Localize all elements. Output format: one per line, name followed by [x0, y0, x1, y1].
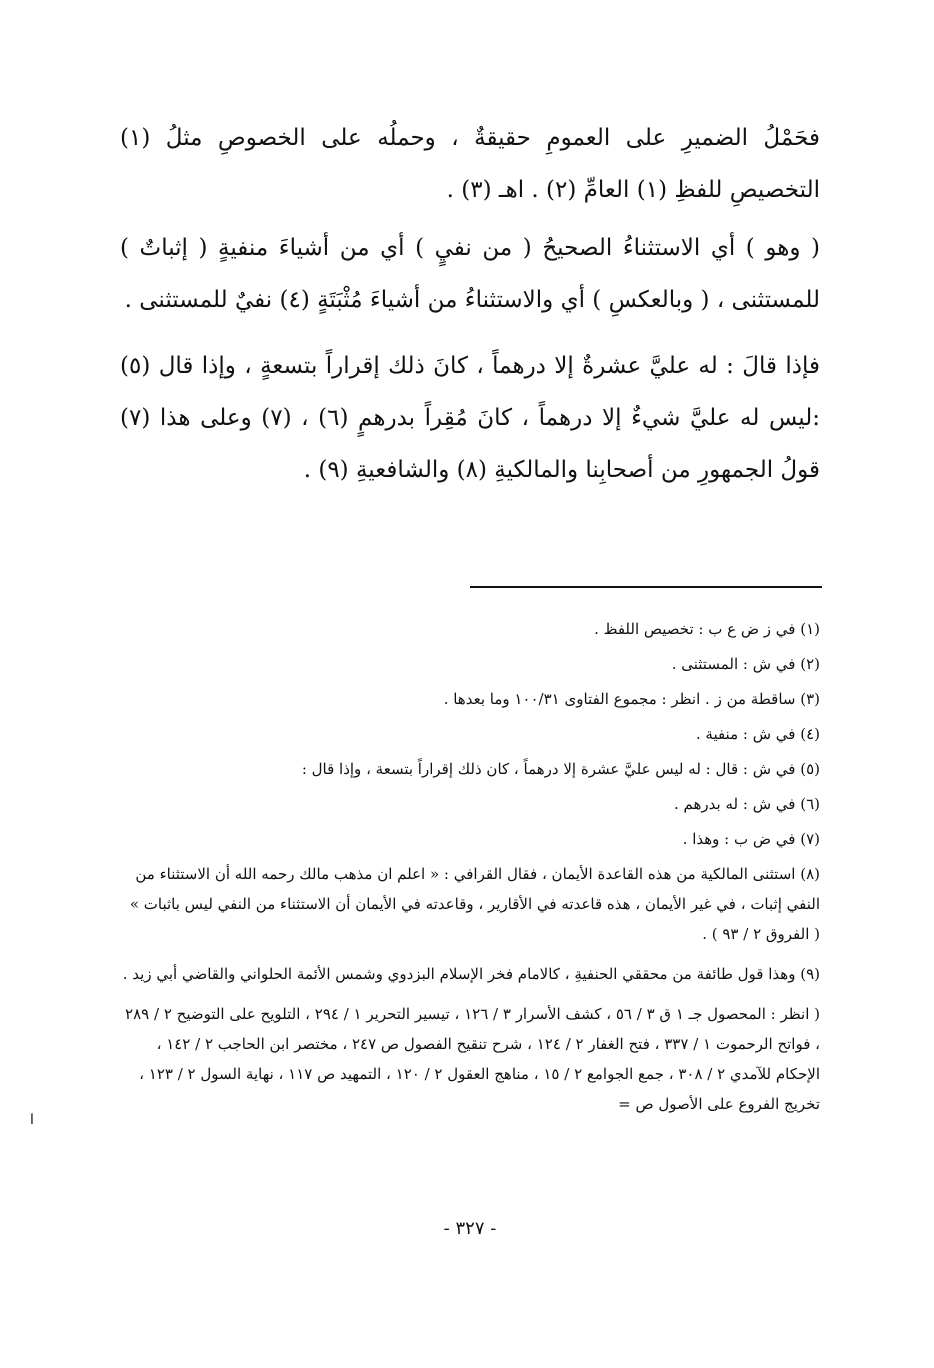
page-number: - ٣٢٧ - — [443, 1218, 497, 1239]
footnote-2: (٢) في ش : المستثنى . — [671, 655, 820, 673]
footnote-3: (٣) ساقطة من ز . انظر : مجموع الفتاوى ١٠٠/٣١ وما بعدها . — [443, 690, 820, 708]
footnote-5: (٥) في ش : قال : له ليس عليَّ عشرة إلا درهماً ، كان ذلك إقراراً بتسعة ، وإذا قال : — [301, 760, 820, 778]
footnote-7: (٧) في ض ب : وهذا . — [682, 830, 820, 848]
footnote-divider — [470, 586, 822, 588]
paragraph-3: فإذا قالَ : له عليَّ عشرةٌ إلا درهماً ، كانَ ذلك إقراراً بتسعةٍ ، وإذا قال (٥) :ليس له عليَّ شيءٌ إلا درهماً ، كانَ مُقِراً بدرهمٍ (٦) ، (٧) وعلى هذا (٧) قولُ الجمهورِ من أصحابِنا والمالكيةِ (٨) والشافعيةِ (٩) . — [120, 353, 820, 483]
footnote-4: (٤) في ش : منفية . — [695, 725, 820, 743]
footnote-1: (١) في ز ض ع ب : تخصيص اللفظ . — [594, 620, 820, 638]
footnote-9: (٩) وهذا قول طائفة من محققي الحنفيةِ ، كالامام فخر الإسلام البزدوي وشمس الأئمة الحلواني والقاضي أبي زيد . — [122, 965, 820, 983]
paragraph-1: فحَمْلُ الضميرِ على العمومِ حقيقةٌ ، وحملُه على الخصوصِ مثلُ (١) التخصيصِ للفظِ (١) العامِّ (٢) . اهـ (٣) . — [120, 125, 820, 203]
paragraph-2: ( وهو ) أي الاستثناءُ الصحيحُ ( من نفيٍ ) أي من أشياءَ منفيةٍ ( إثباتٌ ) للمستثنى ، ( وبالعكسِ ) أي والاستثناءُ من أشياءَ مُثْبَتَةٍ (٤) نفيٌ للمستثنى . — [120, 235, 820, 313]
margin-mark: ا — [30, 1112, 34, 1128]
footnote-8: (٨) استثنى المالكية من هذه القاعدة الأيمان ، فقال القرافي : « اعلم ان مذهب مالك رحمه الله أن الاستثناء من النفي إثبات ، في غير الأيمان ، هذه قاعدته في الأقارير ، وقاعدته في الأيمان أن الاستثناء من النفي ليس باثبات » ( الفروق ٢ / ٩٣ ) . — [129, 865, 820, 943]
main-text — [120, 112, 820, 496]
footnote-references: ( انظر : المحصول جـ ١ ق ٣ / ٥٦ ، كشف الأسرار ٣ / ١٢٦ ، تيسير التحرير ١ / ٢٩٤ ، التلويح على التوضيح ٢ / ٢٨٩ ، فواتح الرحموت ١ / ٣٣٧ ، فتح الغفار ٢ / ١٢٤ ، شرح تنقيح الفصول ص ٢٤٧ ، مختصر ابن الحاجب ٢ / ١٤٢ ، الإحكام للآمدي ٢ / ٣٠٨ ، جمع الجوامع ٢ / ١٥ ، مناهج العقول ٢ / ١٢٠ ، التمهيد ص ١١٧ ، نهاية السول ٢ / ١٢٣ ، تخريج الفروع على الأصول ص = — [125, 1005, 820, 1113]
footnote-6: (٦) في ش : له بدرهم . — [674, 795, 820, 813]
footnotes — [120, 612, 820, 1119]
